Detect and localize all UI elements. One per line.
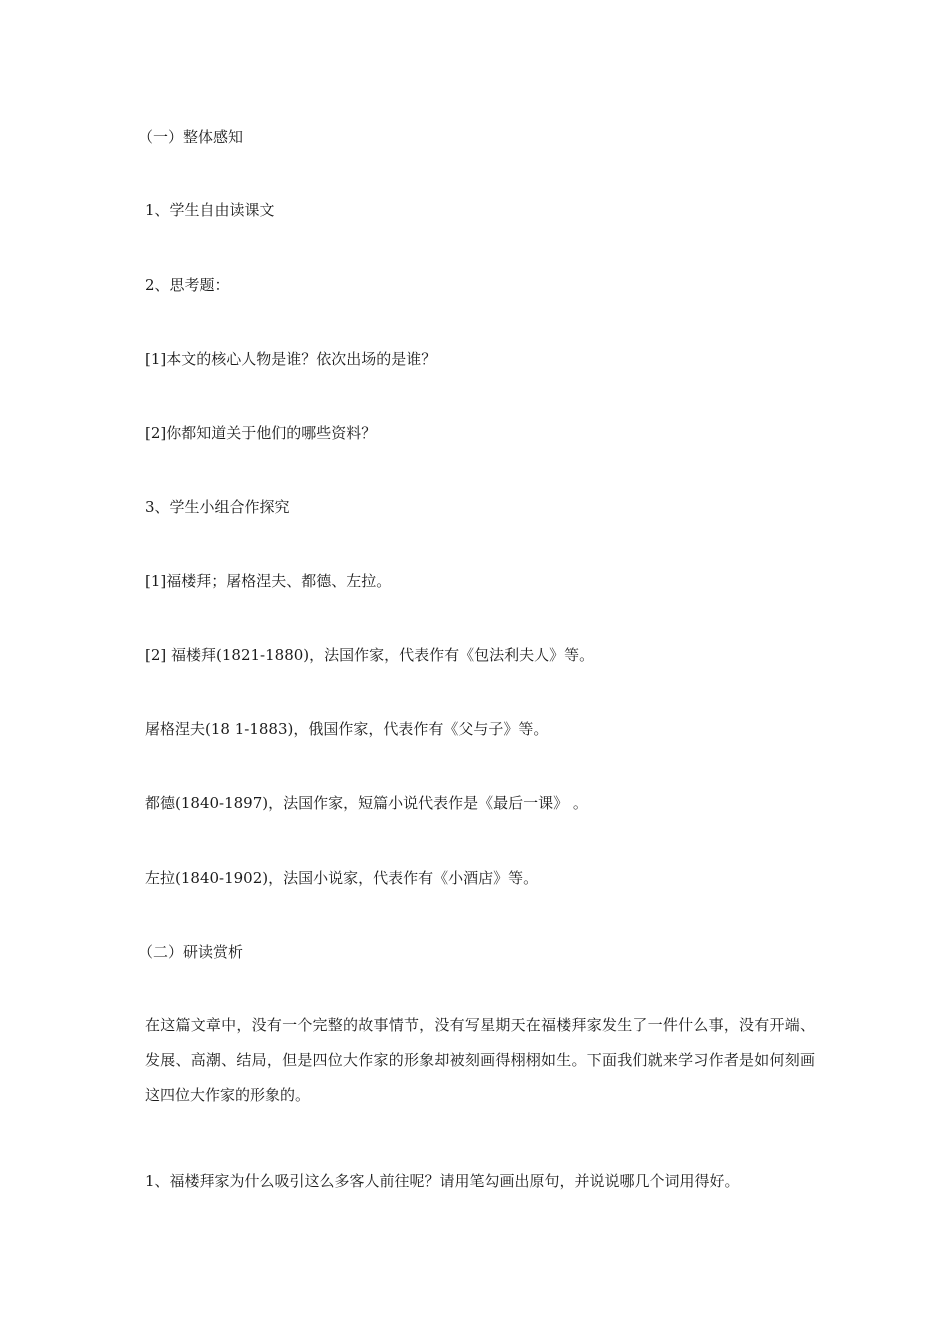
analysis-paragraph: 在这篇文章中，没有一个完整的故事情节，没有写星期天在福楼拜家发生了一件什么事，没有开端、发展、高潮、结局，但是四位大作家的形象却被刻画得栩栩如生。下面我们就来学习作者是如何刻画这四位大作家的形象的。 <box>145 1016 815 1104</box>
list-item: 2、思考题： <box>145 276 230 294</box>
question-item: 1、福楼拜家为什么吸引这么多客人前往呢？请用笔勾画出原句，并说说哪几个词用得好。 <box>145 1172 740 1190</box>
list-item: [2] 福楼拜(1821-1880)，法国作家，代表作有《包法利夫人》等。 <box>145 646 595 664</box>
list-item: [2]你都知道关于他们的哪些资料？ <box>145 424 377 442</box>
list-item: 屠格涅夫(18 1-1883)，俄国作家，代表作有《父与子》等。 <box>145 720 549 738</box>
list-item: [1]本文的核心人物是谁？依次出场的是谁？ <box>145 350 437 368</box>
section-heading-study-appreciation: （二）研读赏析 <box>138 943 244 961</box>
list-item: 3、学生小组合作探究 <box>145 498 290 516</box>
list-item: 都德(1840-1897)，法国作家，短篇小说代表作是《最后一课》 。 <box>145 794 588 812</box>
list-item: 左拉(1840-1902)，法国小说家，代表作有《小酒店》等。 <box>145 869 539 887</box>
section-heading-overall-perception: （一）整体感知 <box>138 128 244 146</box>
list-item: [1]福楼拜；屠格涅夫、都德、左拉。 <box>145 572 392 590</box>
list-item: 1、学生自由读课文 <box>145 201 275 219</box>
